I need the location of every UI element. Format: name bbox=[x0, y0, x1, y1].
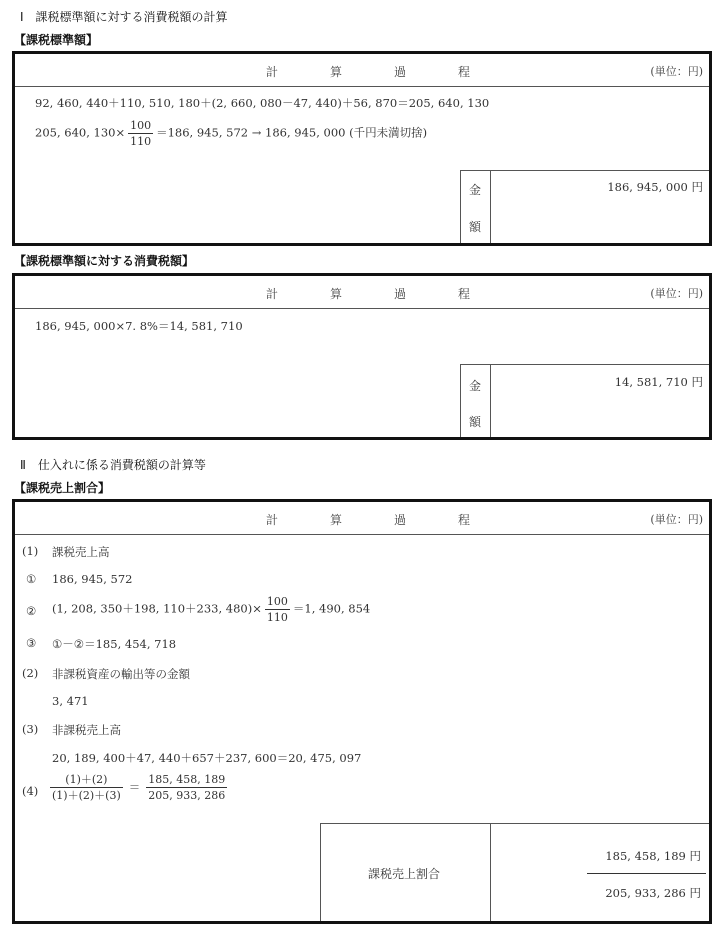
calc-text: (1, 208, 350＋198, 110＋233, 480)× bbox=[52, 601, 262, 616]
item-text: 3, 471 bbox=[52, 694, 89, 708]
header-char: 計 bbox=[266, 287, 279, 301]
calc-line bbox=[52, 594, 370, 625]
item-text: 186, 945, 572 bbox=[52, 572, 133, 586]
divider bbox=[490, 823, 491, 921]
block1-header bbox=[15, 54, 709, 87]
block3-subtitle: 【課税売上割合】 bbox=[14, 481, 111, 495]
calc-text: ＝1, 490, 854 bbox=[292, 601, 371, 616]
header-char: 算 bbox=[330, 65, 343, 79]
ratio-formula bbox=[47, 772, 230, 803]
header-char: 過 bbox=[394, 287, 407, 301]
fraction-bar bbox=[587, 873, 706, 874]
fraction-denominator: 110 bbox=[130, 135, 152, 148]
item-label: ② bbox=[26, 604, 37, 618]
unit-label: (単位：円) bbox=[650, 287, 703, 300]
block1-subtitle: 【課税標準額】 bbox=[14, 33, 99, 47]
unit-label: (単位：円) bbox=[650, 513, 703, 526]
divider bbox=[460, 170, 709, 171]
item-text: 課税売上高 bbox=[52, 545, 110, 559]
fraction-denominator: 110 bbox=[266, 611, 288, 624]
fraction-numerator: (1)＋(2) bbox=[50, 772, 123, 788]
calc-text: ＝186, 945, 572 → 186, 945, 000 (千円未満切捨) bbox=[156, 125, 428, 140]
divider bbox=[460, 364, 709, 365]
divider bbox=[460, 170, 461, 243]
header-char: 計 bbox=[266, 65, 279, 79]
block3-table bbox=[12, 499, 712, 924]
item-label: (3) bbox=[22, 722, 39, 736]
header-char: 計 bbox=[266, 513, 279, 527]
fraction-denominator: 205, 933, 286 bbox=[148, 789, 226, 802]
item-label: ① bbox=[26, 572, 37, 586]
calc-line: 186, 945, 000×7. 8%＝14, 581, 710 bbox=[35, 319, 243, 333]
calc-line bbox=[35, 118, 427, 149]
block2-header bbox=[15, 276, 709, 309]
divider bbox=[320, 823, 709, 824]
equals-sign: ＝ bbox=[128, 779, 141, 794]
section2-title: Ⅱ 仕入れに係る消費税額の計算等 bbox=[20, 458, 206, 472]
calc-line: 92, 460, 440＋110, 510, 180＋(2, 660, 080－47, 440)＋56, 870＝205, 640, 130 bbox=[35, 96, 490, 110]
block2-subtitle: 【課税標準額に対する消費税額】 bbox=[14, 254, 195, 268]
header-char: 程 bbox=[458, 287, 471, 301]
header-char: 過 bbox=[394, 65, 407, 79]
ratio-denominator: 205, 933, 286 円 bbox=[605, 886, 701, 900]
divider bbox=[490, 170, 491, 243]
block2-table bbox=[12, 273, 712, 440]
ratio-numerator: 185, 458, 189 円 bbox=[605, 849, 701, 863]
fraction bbox=[128, 118, 153, 149]
item-text: 20, 189, 400＋47, 440＋657＋237, 600＝20, 475, 097 bbox=[52, 751, 362, 765]
kin-label: 金 bbox=[469, 379, 482, 393]
gaku-label: 額 bbox=[469, 220, 482, 234]
item-label: (4) bbox=[22, 784, 39, 798]
divider bbox=[460, 364, 461, 437]
amount-value: 186, 945, 000 円 bbox=[607, 180, 703, 194]
item-text: 非課税資産の輸出等の金額 bbox=[52, 667, 190, 681]
item-label: (1) bbox=[22, 544, 39, 558]
header-char: 算 bbox=[330, 287, 343, 301]
header-char: 過 bbox=[394, 513, 407, 527]
divider bbox=[320, 823, 321, 921]
amount-value: 14, 581, 710 円 bbox=[614, 375, 703, 389]
block3-header bbox=[15, 502, 709, 535]
kin-label: 金 bbox=[469, 183, 482, 197]
item-label: ③ bbox=[26, 636, 37, 650]
item-text: 非課税売上高 bbox=[52, 723, 121, 737]
header-char: 程 bbox=[458, 513, 471, 527]
fraction-numerator: 185, 458, 189 bbox=[148, 773, 226, 786]
block1-table bbox=[12, 51, 712, 246]
gaku-label: 額 bbox=[469, 415, 482, 429]
header-char: 程 bbox=[458, 65, 471, 79]
fraction-numerator: 100 bbox=[266, 595, 288, 608]
fraction bbox=[265, 594, 290, 625]
divider bbox=[490, 364, 491, 437]
item-text: ①－②＝185, 454, 718 bbox=[52, 637, 177, 651]
fraction-denominator: (1)＋(2)＋(3) bbox=[52, 789, 121, 802]
ratio-label: 課税売上割合 bbox=[368, 867, 441, 881]
unit-label: (単位：円) bbox=[650, 65, 703, 78]
fraction bbox=[146, 772, 227, 803]
fraction bbox=[50, 772, 123, 803]
calc-text: 205, 640, 130× bbox=[35, 125, 126, 140]
section1-title: Ⅰ 課税標準額に対する消費税額の計算 bbox=[20, 10, 228, 24]
item-label: (2) bbox=[22, 666, 39, 680]
header-char: 算 bbox=[330, 513, 343, 527]
fraction-numerator: 100 bbox=[130, 119, 152, 132]
